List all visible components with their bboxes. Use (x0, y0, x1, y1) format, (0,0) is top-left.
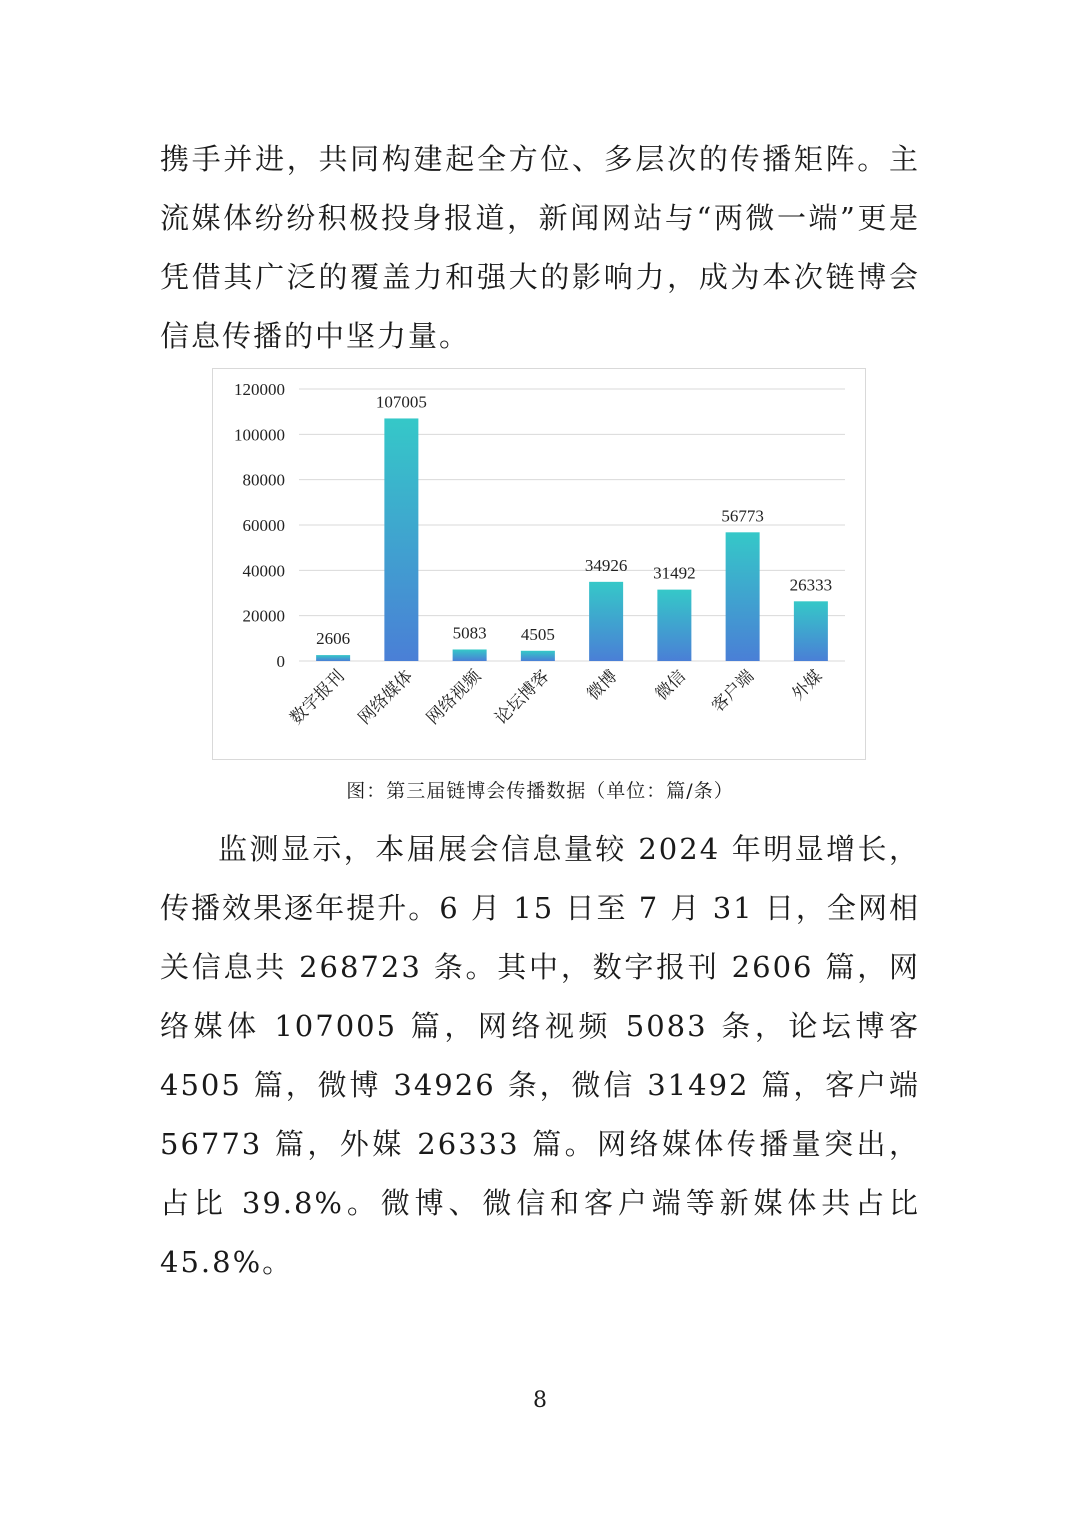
category-label: 网络媒体 (354, 666, 417, 729)
bar-1 (384, 418, 418, 661)
bar-0 (316, 655, 350, 661)
category-label: 论坛博客 (491, 666, 554, 729)
data-label: 4505 (520, 624, 555, 644)
bar-2 (453, 649, 487, 661)
data-label: 34926 (584, 555, 628, 575)
data-label: 107005 (375, 392, 427, 412)
y-tick-label: 20000 (242, 606, 285, 626)
chart-svg (213, 369, 865, 759)
y-tick-label: 100000 (234, 425, 285, 445)
category-label: 网络视频 (422, 666, 486, 729)
bar-7 (794, 601, 828, 661)
category-label: 数字报刊 (286, 666, 349, 729)
y-axis-ticks (234, 380, 285, 671)
y-tick-label: 60000 (242, 516, 285, 535)
bar-6 (726, 532, 760, 661)
bar-3 (521, 651, 555, 661)
y-tick-label: 120000 (234, 380, 285, 399)
paragraph-statistics: 监测显示，本届展会信息量较 2024 年明显增长，传播效果逐年提升。6 月 15 日至 7 月 31 日，全网相关信息共 268723 条。其中，数字报刊 2606 篇，网络媒体 107005 篇，网络视频 5083 条，论坛博客 4505 篇，微博 34926 条，微信 31492 篇，客户端 56773 篇，外媒 26333 篇。网络媒体传播量突出，占比 39.8%。微博、微信和客户端等新媒体共占比 45.8%。 (160, 832, 920, 1279)
category-label: 客户端 (707, 666, 759, 717)
y-tick-label: 0 (276, 652, 285, 671)
category-labels (286, 666, 826, 729)
paragraph-intro: 携手并进，共同构建起全方位、多层次的传播矩阵。主流媒体纷纷积极投身报道，新闻网站与“两微一端”更是凭借其广泛的覆盖力和强大的影响力，成为本次链博会信息传播的中坚力量。 (160, 142, 920, 353)
data-label: 56773 (721, 506, 764, 526)
category-label: 微博 (583, 666, 622, 705)
bar-chart (212, 368, 866, 760)
bar-5 (657, 590, 691, 661)
data-label: 5083 (452, 623, 487, 643)
category-label: 微信 (651, 666, 690, 705)
data-label: 31492 (653, 563, 696, 583)
data-label: 2606 (316, 629, 351, 649)
page-number: 8 (533, 1388, 547, 1413)
category-label: 外媒 (788, 666, 827, 705)
figure-caption: 图：第三届链博会传播数据（单位：篇/条） (346, 780, 734, 802)
data-label: 26333 (789, 575, 833, 595)
bar-4 (589, 582, 623, 661)
y-tick-label: 40000 (242, 561, 285, 581)
bars (316, 418, 828, 661)
y-tick-label: 80000 (242, 470, 285, 490)
